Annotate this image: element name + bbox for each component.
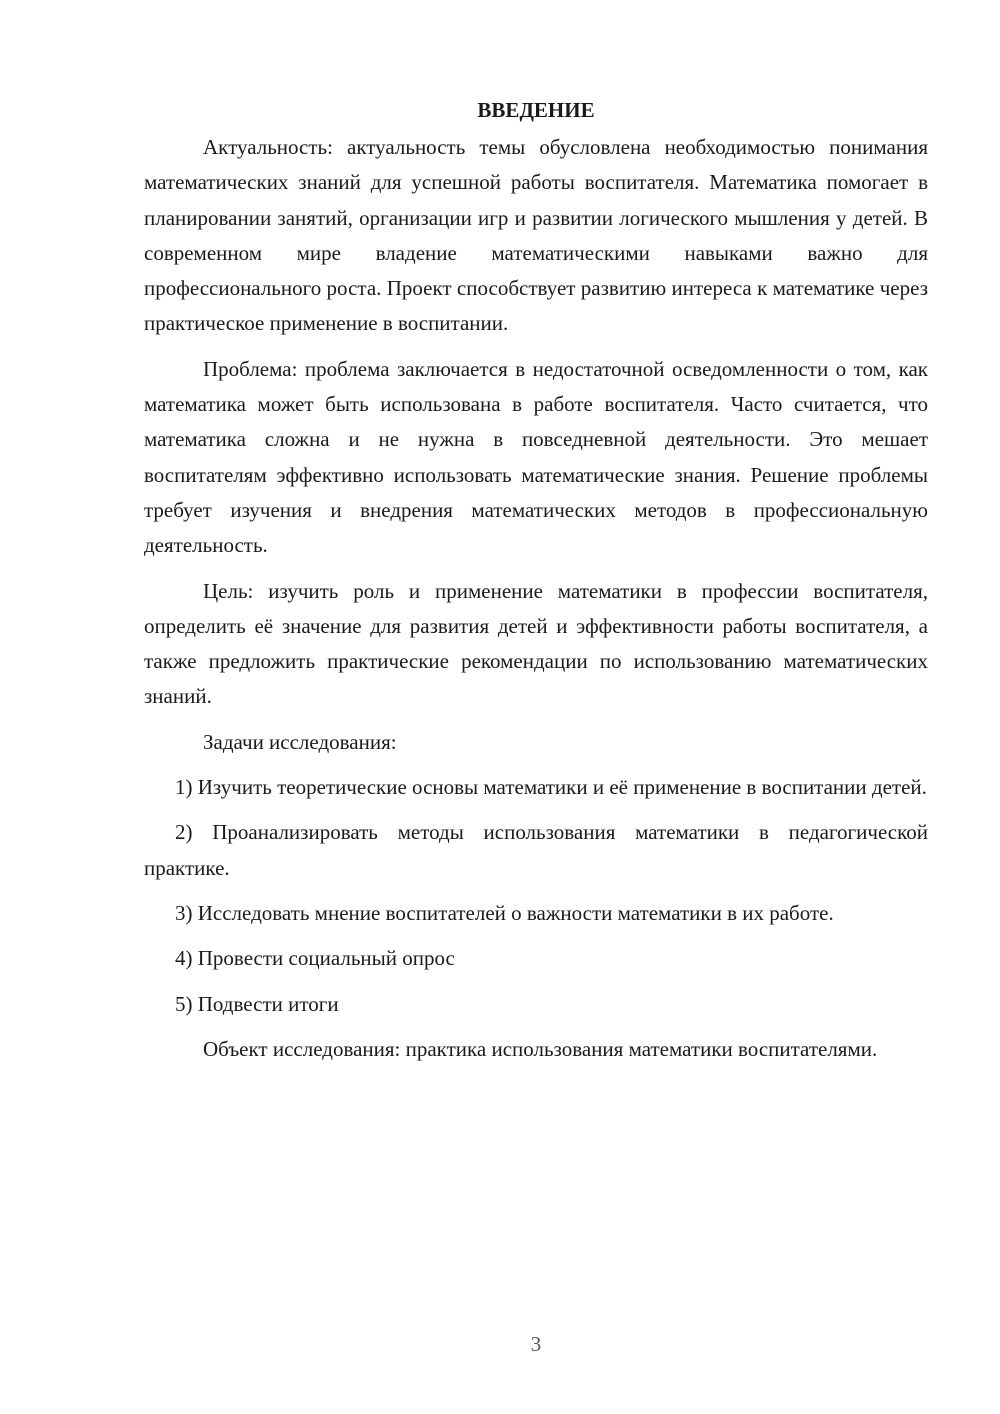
document-title: ВВЕДЕНИЕ	[477, 98, 595, 122]
tasks-heading: Задачи исследования:	[203, 729, 397, 754]
page-number: 3	[530, 1332, 542, 1356]
object-paragraph: Объект исследования: практика использования математики воспитателями.	[203, 1036, 878, 1061]
task-item-3: 3) Исследовать мнение воспитателей о важности математики в их работе.	[175, 900, 834, 925]
task-item-1: 1) Изучить теоретические основы математики и её применение в воспитании детей.	[175, 775, 927, 800]
task-item-4: 4) Провести социальный опрос	[175, 946, 455, 971]
goal-paragraph: Цель: изучить роль и применение математики в профессии воспитателя, определить её значение для развития детей и эффективности работы воспитателя, а также предложить практические рекомендации по использованию математических знаний.	[144, 578, 928, 709]
document-page	[144, 90, 928, 1077]
relevance-paragraph: Актуальность: актуальность темы обусловлена необходимостью понимания математических знаний для успешной работы воспитателя. Математика помогает в планировании занятий, организации игр и развитии логического мышления у детей. В современном мире владение математическими навыками важно для профессионального роста. Проект способствует развитию интереса к математике через практическое применение в воспитании.	[144, 135, 928, 336]
task-item-2: 2) Проанализировать методы использования математики в педагогической практике.	[144, 820, 928, 880]
task-item-5: 5) Подвести итоги	[175, 991, 339, 1016]
problem-paragraph: Проблема: проблема заключается в недостаточной осведомленности о том, как математика может быть использована в работе воспитателя. Часто считается, что математика сложна и не нужна в повседневной деятельности. Это мешает воспитателям эффективно использовать математические знания. Решение проблемы требует изучения и внедрения математических методов в профессиональную деятельность.	[144, 356, 928, 558]
